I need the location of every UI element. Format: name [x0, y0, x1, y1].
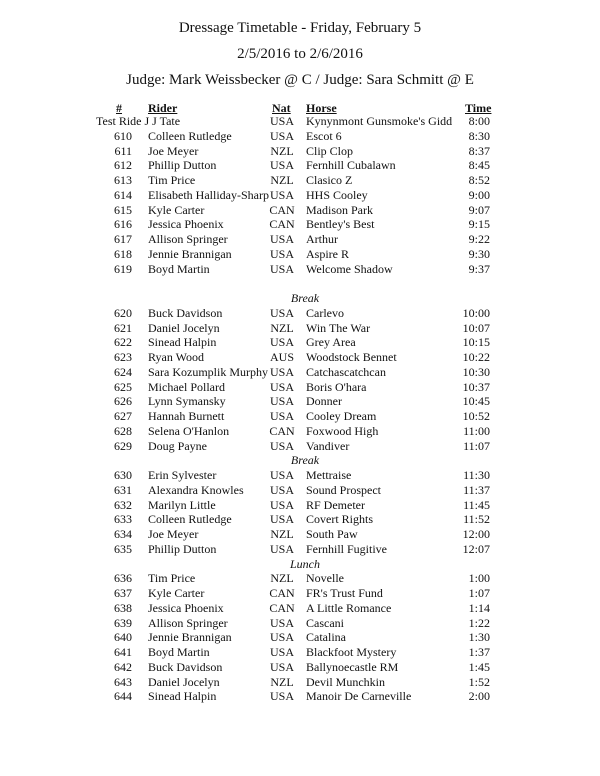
table-row — [0, 173, 600, 188]
horse-name: Madison Park — [306, 202, 373, 217]
table-row — [0, 542, 600, 557]
horse-name: Manoir De Carneville — [306, 689, 412, 704]
ride-time: 1:30 — [468, 630, 490, 645]
table-row — [0, 439, 600, 454]
ride-time: 11:07 — [463, 438, 490, 453]
table-row — [0, 232, 600, 247]
entry-number: 624 — [114, 364, 132, 379]
entry-number: 612 — [114, 158, 132, 173]
horse-name: Escot 6 — [306, 128, 342, 143]
nation: USA — [269, 541, 294, 556]
nation: USA — [269, 512, 294, 527]
horse-name: Fernhill Cubalawn — [306, 158, 396, 173]
horse-name: Ballynoecastle RM — [306, 659, 399, 674]
nation: CAN — [269, 202, 295, 217]
entry-number: 637 — [114, 586, 132, 600]
nation: USA — [269, 128, 294, 143]
rider-name: Daniel Jocelyn — [148, 320, 220, 335]
test-ride-label: Test Ride J J Tate — [96, 114, 181, 128]
rider-name: Erin Sylvester — [148, 468, 217, 482]
nation: NZL — [270, 143, 294, 158]
ride-time: 9:07 — [468, 202, 490, 217]
break-row — [0, 557, 600, 572]
nation: NZL — [270, 674, 294, 689]
entry-number: 632 — [114, 497, 132, 512]
ride-time: 1:14 — [468, 600, 490, 615]
entry-number: 611 — [114, 143, 132, 158]
entry-number: 625 — [114, 379, 132, 394]
table-row — [0, 660, 600, 675]
entry-number: 644 — [114, 689, 132, 704]
horse-name: Bentley's Best — [306, 217, 375, 232]
entry-number: 617 — [114, 232, 132, 246]
entry-number: 641 — [114, 645, 132, 659]
test-ride-nat: USA — [269, 114, 294, 128]
rider-name: Sinead Halpin — [148, 335, 217, 350]
table-row — [0, 321, 600, 336]
entry-number: 622 — [114, 335, 132, 350]
ride-time: 11:00 — [463, 423, 490, 438]
table-row — [0, 483, 600, 498]
table-row — [0, 306, 600, 321]
rider-name: Jessica Phoenix — [148, 217, 224, 232]
entry-number: 630 — [114, 468, 132, 482]
rider-name: Selena O'Hanlon — [148, 423, 230, 438]
horse-name: Sound Prospect — [306, 482, 381, 497]
rider-name: Buck Davidson — [148, 305, 223, 320]
entry-number: 621 — [114, 320, 132, 335]
entry-number: 633 — [114, 512, 132, 527]
entry-number: 639 — [114, 615, 132, 630]
nation: USA — [269, 689, 294, 704]
entry-number: 616 — [114, 217, 132, 232]
nation: USA — [269, 615, 294, 630]
rider-name: Joe Meyer — [148, 527, 199, 541]
rider-name: Elisabeth Halliday-Sharp — [148, 187, 269, 202]
rider-name: Tim Price — [148, 173, 196, 187]
ride-time: 10:30 — [462, 364, 490, 379]
nation: CAN — [269, 586, 295, 600]
rider-name: Michael Pollard — [148, 379, 225, 394]
rider-name: Sara Kozumplik Murphy — [148, 364, 268, 379]
rider-name: Tim Price — [148, 571, 196, 586]
table-row — [0, 689, 600, 704]
nation: USA — [269, 335, 294, 350]
table-row — [0, 675, 600, 690]
entry-number: 638 — [114, 600, 132, 615]
entry-number: 626 — [114, 394, 132, 409]
ride-time: 10:00 — [462, 305, 490, 320]
rider-name: Jessica Phoenix — [148, 600, 224, 615]
horse-name: Foxwood High — [306, 423, 379, 438]
ride-time: 10:52 — [462, 409, 490, 423]
nation: USA — [269, 468, 294, 482]
nation: USA — [269, 497, 294, 512]
nation: USA — [269, 409, 294, 423]
nation: USA — [269, 246, 294, 261]
horse-name: Novelle — [306, 571, 344, 586]
entry-number: 628 — [114, 423, 132, 438]
table-row — [0, 350, 600, 365]
table-row — [0, 409, 600, 424]
horse-name: HHS Cooley — [306, 187, 368, 202]
ride-time: 8:37 — [468, 143, 490, 158]
ride-time: 12:07 — [462, 541, 490, 556]
break-label: Lunch — [290, 556, 320, 571]
table-row — [0, 527, 600, 542]
nation: AUS — [269, 350, 294, 364]
test-ride-time: 8:00 — [468, 114, 490, 128]
rider-name: Kyle Carter — [148, 202, 205, 217]
rider-name: Daniel Jocelyn — [148, 674, 220, 689]
entry-number: 614 — [114, 187, 132, 202]
nation: USA — [269, 305, 294, 320]
rider-name: Ryan Wood — [148, 350, 204, 364]
ride-time: 1:37 — [468, 645, 490, 659]
horse-name: A Little Romance — [306, 600, 392, 615]
ride-time: 1:45 — [468, 659, 490, 674]
horse-name: Carlevo — [306, 305, 344, 320]
ride-time: 10:45 — [462, 394, 490, 409]
table-row — [0, 645, 600, 660]
ride-time: 1:07 — [468, 586, 490, 600]
horse-name: Blackfoot Mystery — [306, 645, 397, 659]
entry-number: 642 — [114, 659, 132, 674]
nation: NZL — [270, 571, 294, 586]
rider-name: Colleen Rutledge — [148, 128, 232, 143]
nation: USA — [269, 394, 294, 409]
horse-name: Clip Clop — [306, 143, 354, 158]
nation: USA — [269, 364, 294, 379]
table-row — [0, 586, 600, 601]
horse-name: Fernhill Fugitive — [306, 541, 387, 556]
table-row — [0, 335, 600, 350]
rider-name: Alexandra Knowles — [148, 482, 244, 497]
table-row — [0, 203, 600, 218]
ride-time: 8:45 — [468, 158, 490, 173]
horse-name: Catchascatchcan — [306, 364, 386, 379]
ride-time: 9:37 — [468, 261, 490, 276]
horse-name: Devil Munchkin — [306, 674, 385, 689]
horse-name: South Paw — [306, 527, 358, 541]
nation: CAN — [269, 423, 295, 438]
table-row — [0, 144, 600, 159]
ride-time: 8:52 — [468, 173, 490, 187]
entry-number: 623 — [114, 350, 132, 364]
rider-name: Sinead Halpin — [148, 689, 217, 704]
entry-number: 635 — [114, 541, 132, 556]
horse-name: Arthur — [306, 232, 338, 246]
horse-name: Clasico Z — [306, 173, 353, 187]
horse-name: Donner — [306, 394, 342, 409]
entry-number: 610 — [114, 128, 132, 143]
ride-time: 10:07 — [462, 320, 490, 335]
test-ride-horse: Kynynmont Gunsmoke's Gidd — [306, 114, 453, 128]
ride-time: 1:00 — [468, 571, 490, 586]
table-row — [0, 601, 600, 616]
break-label: Break — [290, 453, 320, 468]
entry-number: 618 — [114, 246, 132, 261]
nation: NZL — [270, 173, 294, 187]
table-row — [0, 616, 600, 631]
entry-number: 631 — [114, 482, 132, 497]
table-row — [0, 498, 600, 513]
ride-time: 10:22 — [462, 350, 490, 364]
ride-time: 2:00 — [468, 689, 490, 704]
rider-name: Allison Springer — [148, 615, 228, 630]
ride-time: 9:22 — [468, 232, 490, 246]
rider-name: Kyle Carter — [148, 586, 205, 600]
page-title: Dressage Timetable - Friday, February 5 — [178, 20, 422, 36]
entry-number: 636 — [114, 571, 132, 586]
ride-time: 12:00 — [462, 527, 490, 541]
horse-name: Grey Area — [306, 335, 356, 350]
nation: USA — [269, 158, 294, 173]
horse-name: RF Demeter — [306, 497, 365, 512]
rider-name: Jennie Brannigan — [148, 630, 232, 645]
horse-name: Catalina — [306, 630, 346, 645]
date-range: 2/5/2016 to 2/6/2016 — [237, 46, 363, 62]
ride-time: 1:52 — [468, 674, 490, 689]
table-row — [0, 262, 600, 277]
horse-name: Boris O'hara — [306, 379, 367, 394]
rider-name: Phillip Dutton — [148, 541, 217, 556]
horse-name: Woodstock Bennet — [306, 350, 397, 364]
table-row — [0, 394, 600, 409]
ride-time: 10:15 — [462, 335, 490, 350]
entry-number: 620 — [114, 305, 132, 320]
rider-name: Buck Davidson — [148, 659, 223, 674]
break-row — [0, 291, 600, 306]
column-header-time: Time — [465, 101, 492, 115]
nation: USA — [269, 187, 294, 202]
rider-name: Joe Meyer — [148, 143, 199, 158]
table-row — [0, 247, 600, 262]
horse-name: Vandiver — [306, 438, 350, 453]
ride-time: 1:22 — [468, 615, 490, 630]
horse-name: Win The War — [306, 320, 371, 335]
entry-number: 640 — [114, 630, 132, 645]
entry-number: 627 — [114, 409, 132, 423]
horse-name: Mettraise — [306, 468, 352, 482]
table-row — [0, 424, 600, 439]
rider-name: Marilyn Little — [148, 497, 216, 512]
horse-name: Aspire R — [306, 246, 349, 261]
spacer-row — [0, 276, 600, 291]
table-row — [0, 129, 600, 144]
nation: USA — [269, 659, 294, 674]
timetable — [0, 114, 600, 704]
horse-name: FR's Trust Fund — [306, 586, 383, 600]
table-row — [0, 512, 600, 527]
table-row — [0, 468, 600, 483]
nation: USA — [269, 261, 294, 276]
ride-time: 9:15 — [468, 217, 490, 232]
nation: NZL — [270, 527, 294, 541]
horse-name: Welcome Shadow — [306, 261, 393, 276]
column-header-nat: Nat — [272, 101, 291, 115]
ride-time: 8:30 — [468, 128, 490, 143]
entry-number: 619 — [114, 261, 132, 276]
horse-name: Cascani — [306, 615, 344, 630]
ride-time: 11:37 — [463, 482, 490, 497]
entry-number: 629 — [114, 438, 132, 453]
ride-time: 9:30 — [468, 246, 490, 261]
table-row — [0, 188, 600, 203]
table-row — [0, 571, 600, 586]
rider-name: Boyd Martin — [148, 645, 210, 659]
test-ride-row — [0, 114, 600, 129]
rider-name: Doug Payne — [148, 438, 207, 453]
nation: USA — [269, 482, 294, 497]
nation: NZL — [270, 320, 294, 335]
horse-name: Cooley Dream — [306, 409, 377, 423]
ride-time: 10:37 — [462, 379, 490, 394]
break-label: Break — [290, 291, 320, 305]
ride-time: 11:45 — [463, 497, 490, 512]
nation: CAN — [269, 217, 295, 232]
nation: USA — [269, 645, 294, 659]
rider-name: Jennie Brannigan — [148, 246, 232, 261]
column-header-horse: Horse — [306, 101, 337, 115]
ride-time: 9:00 — [468, 187, 490, 202]
column-header-number: # — [116, 101, 122, 115]
rider-name: Colleen Rutledge — [148, 512, 232, 527]
rider-name: Hannah Burnett — [148, 409, 225, 423]
table-row — [0, 217, 600, 232]
entry-number: 613 — [114, 173, 132, 187]
nation: USA — [269, 438, 294, 453]
entry-number: 615 — [114, 202, 132, 217]
nation: USA — [269, 630, 294, 645]
column-header-rider: Rider — [148, 101, 178, 115]
judges-line: Judge: Mark Weissbecker @ C / Judge: Sara Schmitt @ E — [126, 72, 474, 88]
nation: CAN — [269, 600, 295, 615]
break-row — [0, 453, 600, 468]
table-row — [0, 380, 600, 395]
table-row — [0, 365, 600, 380]
rider-name: Allison Springer — [148, 232, 228, 246]
rider-name: Phillip Dutton — [148, 158, 217, 173]
rider-name: Boyd Martin — [148, 261, 210, 276]
entry-number: 634 — [114, 527, 132, 541]
ride-time: 11:30 — [463, 468, 490, 482]
rider-name: Lynn Symansky — [148, 394, 226, 409]
ride-time: 11:52 — [463, 512, 490, 527]
table-row — [0, 630, 600, 645]
table-row — [0, 158, 600, 173]
nation: USA — [269, 232, 294, 246]
entry-number: 643 — [114, 674, 132, 689]
nation: USA — [269, 379, 294, 394]
horse-name: Covert Rights — [306, 512, 374, 527]
